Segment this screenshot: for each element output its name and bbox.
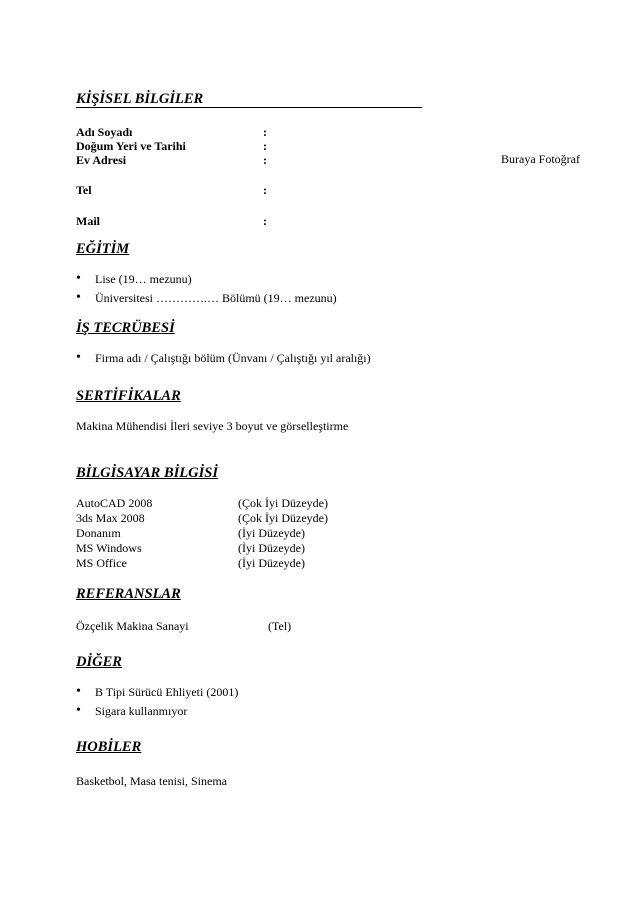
field-separator: : <box>263 139 267 153</box>
skill-level: (Çok İyi Düzeyde) <box>238 511 328 525</box>
computer-section-title: BİLGİSAYAR BİLGİSİ <box>76 465 218 481</box>
certificates-text: Makina Mühendisi İleri seviye 3 boyut ve görselleştirme <box>76 419 349 433</box>
skill-name: 3ds Max 2008 <box>76 511 145 525</box>
field-separator: : <box>263 214 267 228</box>
computer-skill-row <box>76 511 328 525</box>
other-item-text: Sigara kullanmıyor <box>95 704 188 718</box>
personal-title-text: KİŞİSEL BİLGİLER <box>76 91 204 107</box>
field-row-tel <box>76 183 267 197</box>
field-separator: : <box>263 125 267 139</box>
photo-placeholder: Buraya Fotoğraf <box>501 152 580 166</box>
reference-contact: (Tel) <box>268 619 292 633</box>
bullet-icon: • <box>76 350 81 365</box>
references-section-title: REFERANSLAR <box>76 586 181 602</box>
bullet-icon: • <box>76 290 81 305</box>
field-label: Tel <box>76 183 92 197</box>
skill-level: (İyi Düzeyde) <box>238 526 305 540</box>
computer-skill-row <box>76 496 328 510</box>
skill-name: AutoCAD 2008 <box>76 496 153 510</box>
skill-name: Donanım <box>76 526 121 540</box>
reference-row <box>76 619 292 633</box>
bullet-icon: • <box>76 684 81 699</box>
field-row-address <box>76 153 267 167</box>
skill-level: (Çok İyi Düzeyde) <box>238 496 328 510</box>
field-row-name <box>76 125 267 139</box>
skill-level: (İyi Düzeyde) <box>238 556 305 570</box>
field-label: Ev Adresi <box>76 153 127 167</box>
reference-name: Özçelik Makina Sanayi <box>76 619 189 633</box>
experience-section-title: İŞ TECRÜBESİ <box>76 320 175 336</box>
education-section-title: EĞİTİM <box>76 241 130 257</box>
education-item-text: Lise (19… mezunu) <box>95 272 192 286</box>
computer-skill-row <box>76 556 305 570</box>
title-underline <box>76 107 422 108</box>
hobbies-text: Basketbol, Masa tenisi, Sinema <box>76 774 227 788</box>
hobbies-section-title: HOBİLER <box>76 739 142 755</box>
field-label: Mail <box>76 214 100 228</box>
field-row-birth <box>76 139 267 153</box>
field-separator: : <box>263 183 267 197</box>
other-item-text: B Tipi Sürücü Ehliyeti (2001) <box>95 685 239 699</box>
other-section-title: DİĞER <box>76 654 122 670</box>
personal-section-title <box>76 92 203 107</box>
field-label: Doğum Yeri ve Tarihi <box>76 139 186 153</box>
bullet-icon: • <box>76 703 81 718</box>
field-separator: : <box>263 153 267 167</box>
computer-skill-row <box>76 526 305 540</box>
computer-skill-row <box>76 541 305 555</box>
skill-name: MS Office <box>76 556 127 570</box>
field-label: Adı Soyadı <box>76 125 133 139</box>
education-item-text: Üniversitesi ………….… Bölümü (19… mezunu) <box>95 291 337 305</box>
skill-level: (İyi Düzeyde) <box>238 541 305 555</box>
field-row-mail <box>76 214 267 228</box>
bullet-icon: • <box>76 271 81 286</box>
skill-name: MS Windows <box>76 541 142 555</box>
experience-item-text: Firma adı / Çalıştığı bölüm (Ünvanı / Çalıştığı yıl aralığı) <box>95 351 371 365</box>
certificates-section-title: SERTİFİKALAR <box>76 388 181 404</box>
